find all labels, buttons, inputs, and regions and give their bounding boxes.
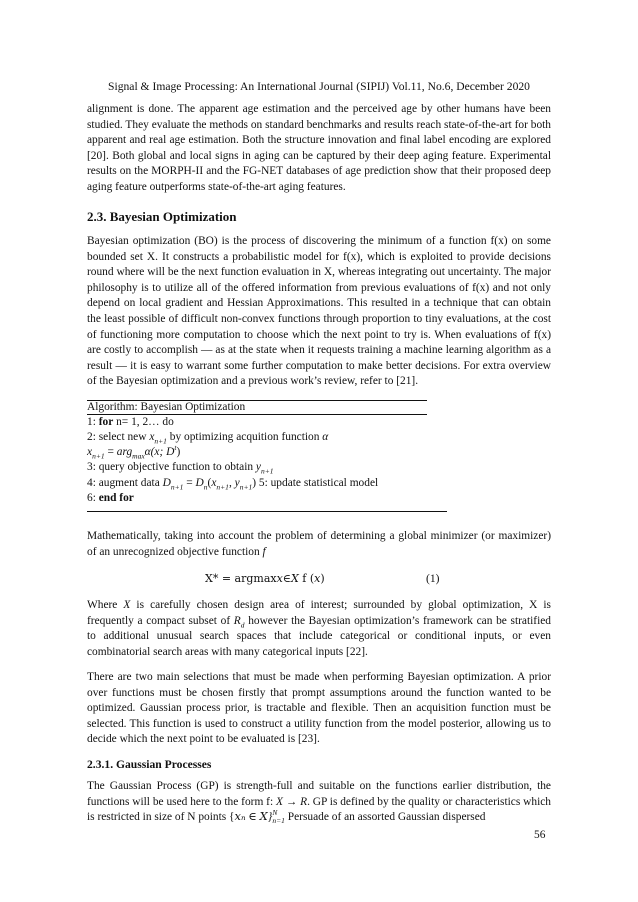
algorithm-line-5: 4: augment data $D_{n+1} = D_n(x_{n+1}$, $y_{n+1}$) 5: update statistical model <box>87 476 379 491</box>
algorithm-line-6: 6: end for <box>87 491 134 504</box>
algorithm-line-3: $x_{n+1} = arg_{max}\alpha(x$; $D^t$) <box>87 443 181 461</box>
algorithm-line-4: 3: query objective function to obtain $y_{n+1}$ <box>87 461 274 476</box>
bayesian-optimization-paragraph: Bayesian optimization (BO) is the process of discovering the minimum of a function f(x) on some bounded set X. It constructs a probabilistic model for f(x), which is exploited to provide decisions round where will be the next function evaluation in X, whereas integrating out uncertainty. The major philosophy is to utilize all of the offered information from previous evaluations of f(x) and not only depend on local gradient and Hessian Approximations. This resulted in a technique that can obtain the least possible of difficult non-convex functions through proportion to tiny evaluations, at the cost of functioning more computation to choose which the next point to try is. When evaluations of f(x) are costly to accomplish — as at the state when it requests training a machine learning algorithm as a result — it is easy to warrant some further computation to make better decisions. For extra overview of the Bayesian optimization and a previous work’s review, refer to [21]. <box>87 235 551 388</box>
page-body <box>87 102 551 826</box>
section-heading: 2.3. Bayesian Optimization <box>87 209 237 225</box>
equation-1 <box>87 570 551 590</box>
page-number: 56 <box>534 829 546 841</box>
where-paragraph: Where X is carefully chosen design area of interest; surrounded by global optimization, X is frequently a compact subset of $R_d$ however the Bayesian optimization’s framework can be stratified to additional unusual search spaces that include categorical or conditional inputs, or even combinatorial search areas with many categorical inputs [22]. <box>87 599 551 658</box>
math-paragraph: Mathematically, taking into account the problem of determining a global minimizer (or maximizer) of an unrecognized objective function f <box>87 529 551 558</box>
equation-body: X* = argmax𝑥∈𝑋 f (𝑥) <box>205 572 325 586</box>
intro-paragraph: alignment is done. The apparent age estimation and the perceived age by other humans have been studied. They evaluate the methods on standard benchmarks and results reach state-of-the-art for both apparent and real age estimation. Both the structure innovation and final label encoding are explored [20]. Both global and local signs in aging can be captured by their deep aging feature. Experimental results on the MORPH-II and the FG-NET databases of age prediction show that their proposed deep aging feature outperforms state-of-the-art aging features. <box>87 103 551 193</box>
algorithm-title: Algorithm: Bayesian Optimization <box>87 400 427 415</box>
gaussian-process-paragraph: The Gaussian Process (GP) is strength-full and suitable on the functions earlier distribution, the functions will be used here to the form f: X → R. GP is defined by the quality or characteristics which is restricted in size of N points {𝑥ₙ ∈ 𝑋}$^N_{n=1}$ Persuade of an assorted Gaussian dispersed <box>87 779 551 826</box>
running-header: Signal & Image Processing: An International Journal (SIPIJ) Vol.11, No.6, December 2020 <box>108 80 530 93</box>
algorithm-line-1: 1: for n= 1, 2… do <box>87 415 174 428</box>
algorithm-line-2: 2: select new $x_{n+1}$ by optimizing acquition function α <box>87 430 329 446</box>
subsection-heading: 2.3.1. Gaussian Processes <box>87 757 212 771</box>
algorithm-box <box>87 400 447 512</box>
equation-number: (1) <box>426 572 440 586</box>
two-selections-paragraph: There are two main selections that must be made when performing Bayesian optimization. A prior over functions must be chosen firstly that prompt assumptions around the function wanted to be optimized. Gaussian process prior, is tractable and flexible. Then an acquisition function must be selected. This function is used to construct a utility function from the model posterior, allowing us to decide which the next point to be evaluated is [23]. <box>87 671 551 746</box>
